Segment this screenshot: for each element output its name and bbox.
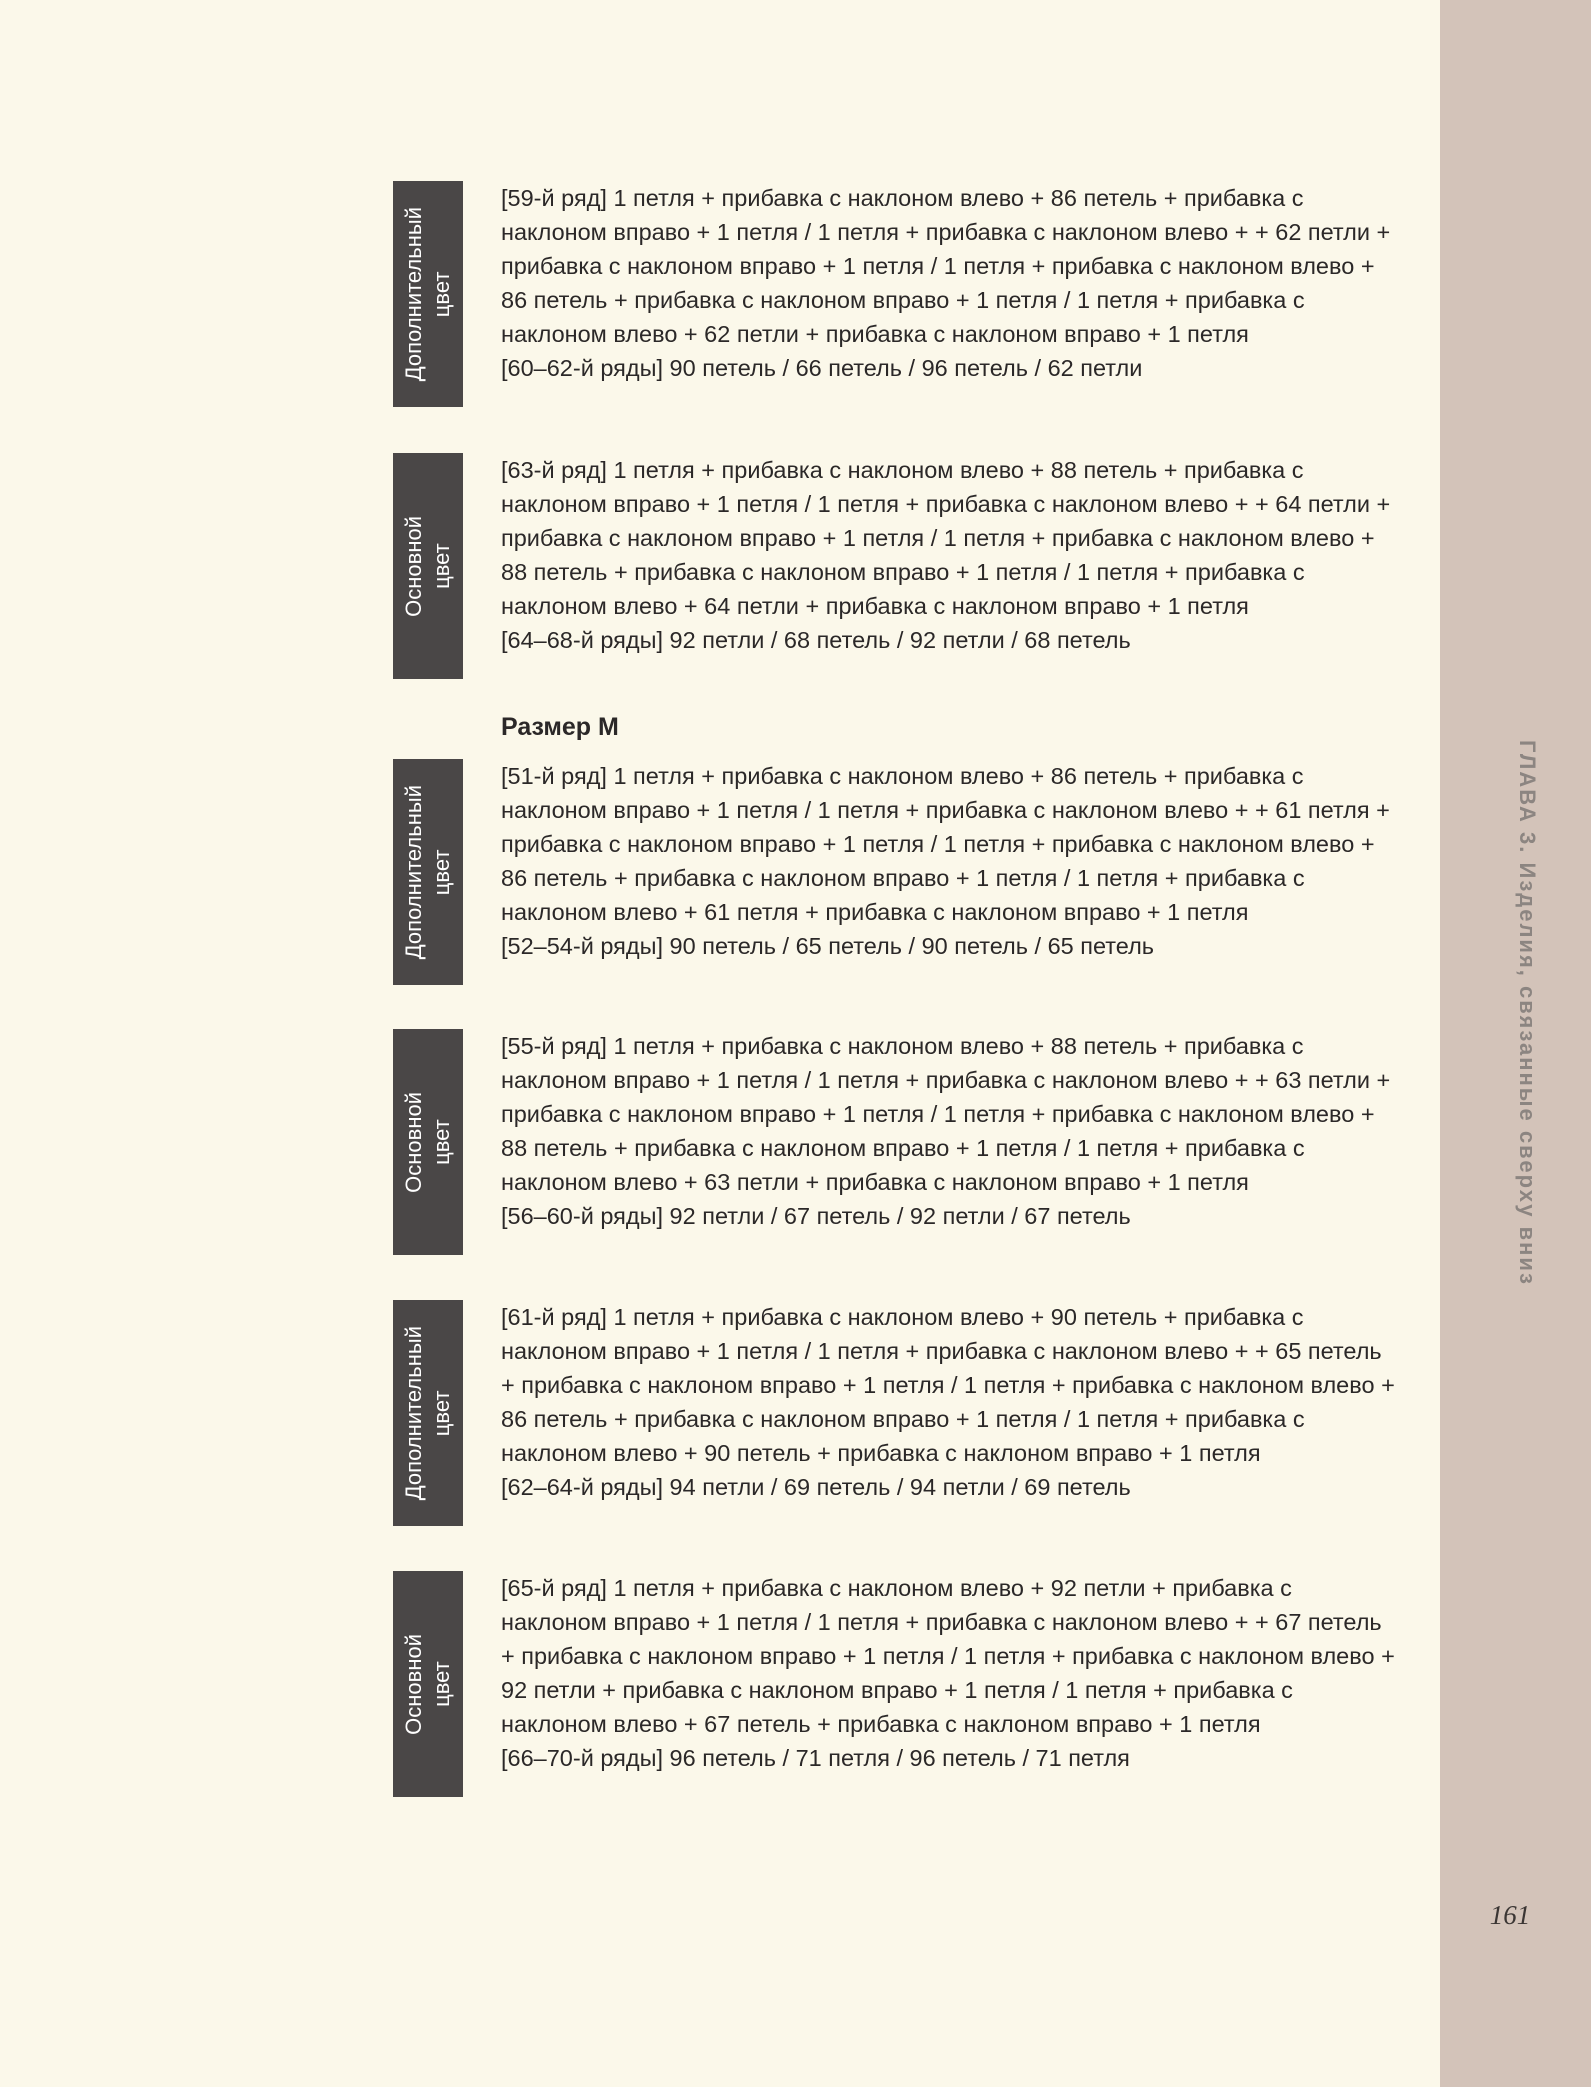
color-tag-label: Основной цвет: [401, 1633, 454, 1735]
count-text: [56–60-й ряды] 92 петли / 67 петель / 92 петли / 67 петель: [501, 1203, 1131, 1229]
size-heading: Размер М: [501, 713, 619, 741]
row-instructions: [501, 1300, 1401, 1504]
color-tag: [393, 453, 463, 679]
row-text: [65-й ряд] 1 петля + прибавка с наклоном влево + 92 петли + прибавка с наклоном вправо + 1 петля / 1 петля + прибавка с наклоном влево + + 67 петель + прибавка с наклоном вправо + 1 петля / 1 петля + прибавка с наклоном влево + 92 петли + прибавка с наклоном вправо + 1 петля / 1 петля + прибавка с наклоном влево + 67 петель + прибавка с наклоном вправо + 1 петля: [501, 1575, 1395, 1737]
color-tag: [393, 181, 463, 407]
color-tag-label: Основной цвет: [401, 1091, 454, 1193]
color-tag: [393, 1029, 463, 1255]
row-text: [59-й ряд] 1 петля + прибавка с наклоном влево + 86 петель + прибавка с наклоном вправо + 1 петля / 1 петля + прибавка с наклоном влево + + 62 петли + прибавка с наклоном вправо + 1 петля / 1 петля + прибавка с наклоном влево + 86 петель + прибавка с наклоном вправо + 1 петля / 1 петля + прибавка с наклоном влево + 62 петли + прибавка с наклоном вправо + 1 петля: [501, 185, 1391, 347]
page-number: 161: [1489, 1900, 1531, 1930]
color-tag-label: Дополнительный цвет: [401, 1325, 454, 1501]
row-instructions: [501, 1571, 1401, 1775]
count-text: [66–70-й ряды] 96 петель / 71 петля / 96 петель / 71 петля: [501, 1745, 1130, 1771]
chapter-title: ГЛАВА 3. Изделия, связанные сверху вниз: [1515, 740, 1540, 1286]
color-tag: [393, 759, 463, 985]
row-text: [51-й ряд] 1 петля + прибавка с наклоном влево + 86 петель + прибавка с наклоном вправо + 1 петля / 1 петля + прибавка с наклоном влево + + 61 петля + прибавка с наклоном вправо + 1 петля / 1 петля + прибавка с наклоном влево + 86 петель + прибавка с наклоном вправо + 1 петля / 1 петля + прибавка с наклоном влево + 61 петля + прибавка с наклоном вправо + 1 петля: [501, 763, 1390, 925]
row-text: [61-й ряд] 1 петля + прибавка с наклоном влево + 90 петель + прибавка с наклоном вправо + 1 петля / 1 петля + прибавка с наклоном влево + + 65 петель + прибавка с наклоном вправо + 1 петля / 1 петля + прибавка с наклоном влево + 86 петель + прибавка с наклоном вправо + 1 петля / 1 петля + прибавка с наклоном влево + 90 петель + прибавка с наклоном вправо + 1 петля: [501, 1304, 1395, 1466]
color-tag-label: Дополнительный цвет: [401, 784, 454, 960]
color-tag: [393, 1300, 463, 1526]
row-instructions: [501, 181, 1401, 385]
row-text: [63-й ряд] 1 петля + прибавка с наклоном влево + 88 петель + прибавка с наклоном вправо + 1 петля / 1 петля + прибавка с наклоном влево + + 64 петли + прибавка с наклоном вправо + 1 петля / 1 петля + прибавка с наклоном влево + 88 петель + прибавка с наклоном вправо + 1 петля / 1 петля + прибавка с наклоном влево + 64 петли + прибавка с наклоном вправо + 1 петля: [501, 457, 1391, 619]
color-tag-label: Дополнительный цвет: [401, 206, 454, 382]
count-text: [64–68-й ряды] 92 петли / 68 петель / 92 петли / 68 петель: [501, 627, 1131, 653]
color-tag: [393, 1571, 463, 1797]
row-text: [55-й ряд] 1 петля + прибавка с наклоном влево + 88 петель + прибавка с наклоном вправо + 1 петля / 1 петля + прибавка с наклоном влево + + 63 петли + прибавка с наклоном вправо + 1 петля / 1 петля + прибавка с наклоном влево + 88 петель + прибавка с наклоном вправо + 1 петля / 1 петля + прибавка с наклоном влево + 63 петли + прибавка с наклоном вправо + 1 петля: [501, 1033, 1391, 1195]
row-instructions: [501, 453, 1401, 657]
row-instructions: [501, 1029, 1401, 1233]
count-text: [60–62-й ряды] 90 петель / 66 петель / 96 петель / 62 петли: [501, 355, 1143, 381]
count-text: [52–54-й ряды] 90 петель / 65 петель / 90 петель / 65 петель: [501, 933, 1155, 959]
color-tag-label: Основной цвет: [401, 515, 454, 617]
count-text: [62–64-й ряды] 94 петли / 69 петель / 94 петли / 69 петель: [501, 1474, 1131, 1500]
row-instructions: [501, 759, 1401, 963]
